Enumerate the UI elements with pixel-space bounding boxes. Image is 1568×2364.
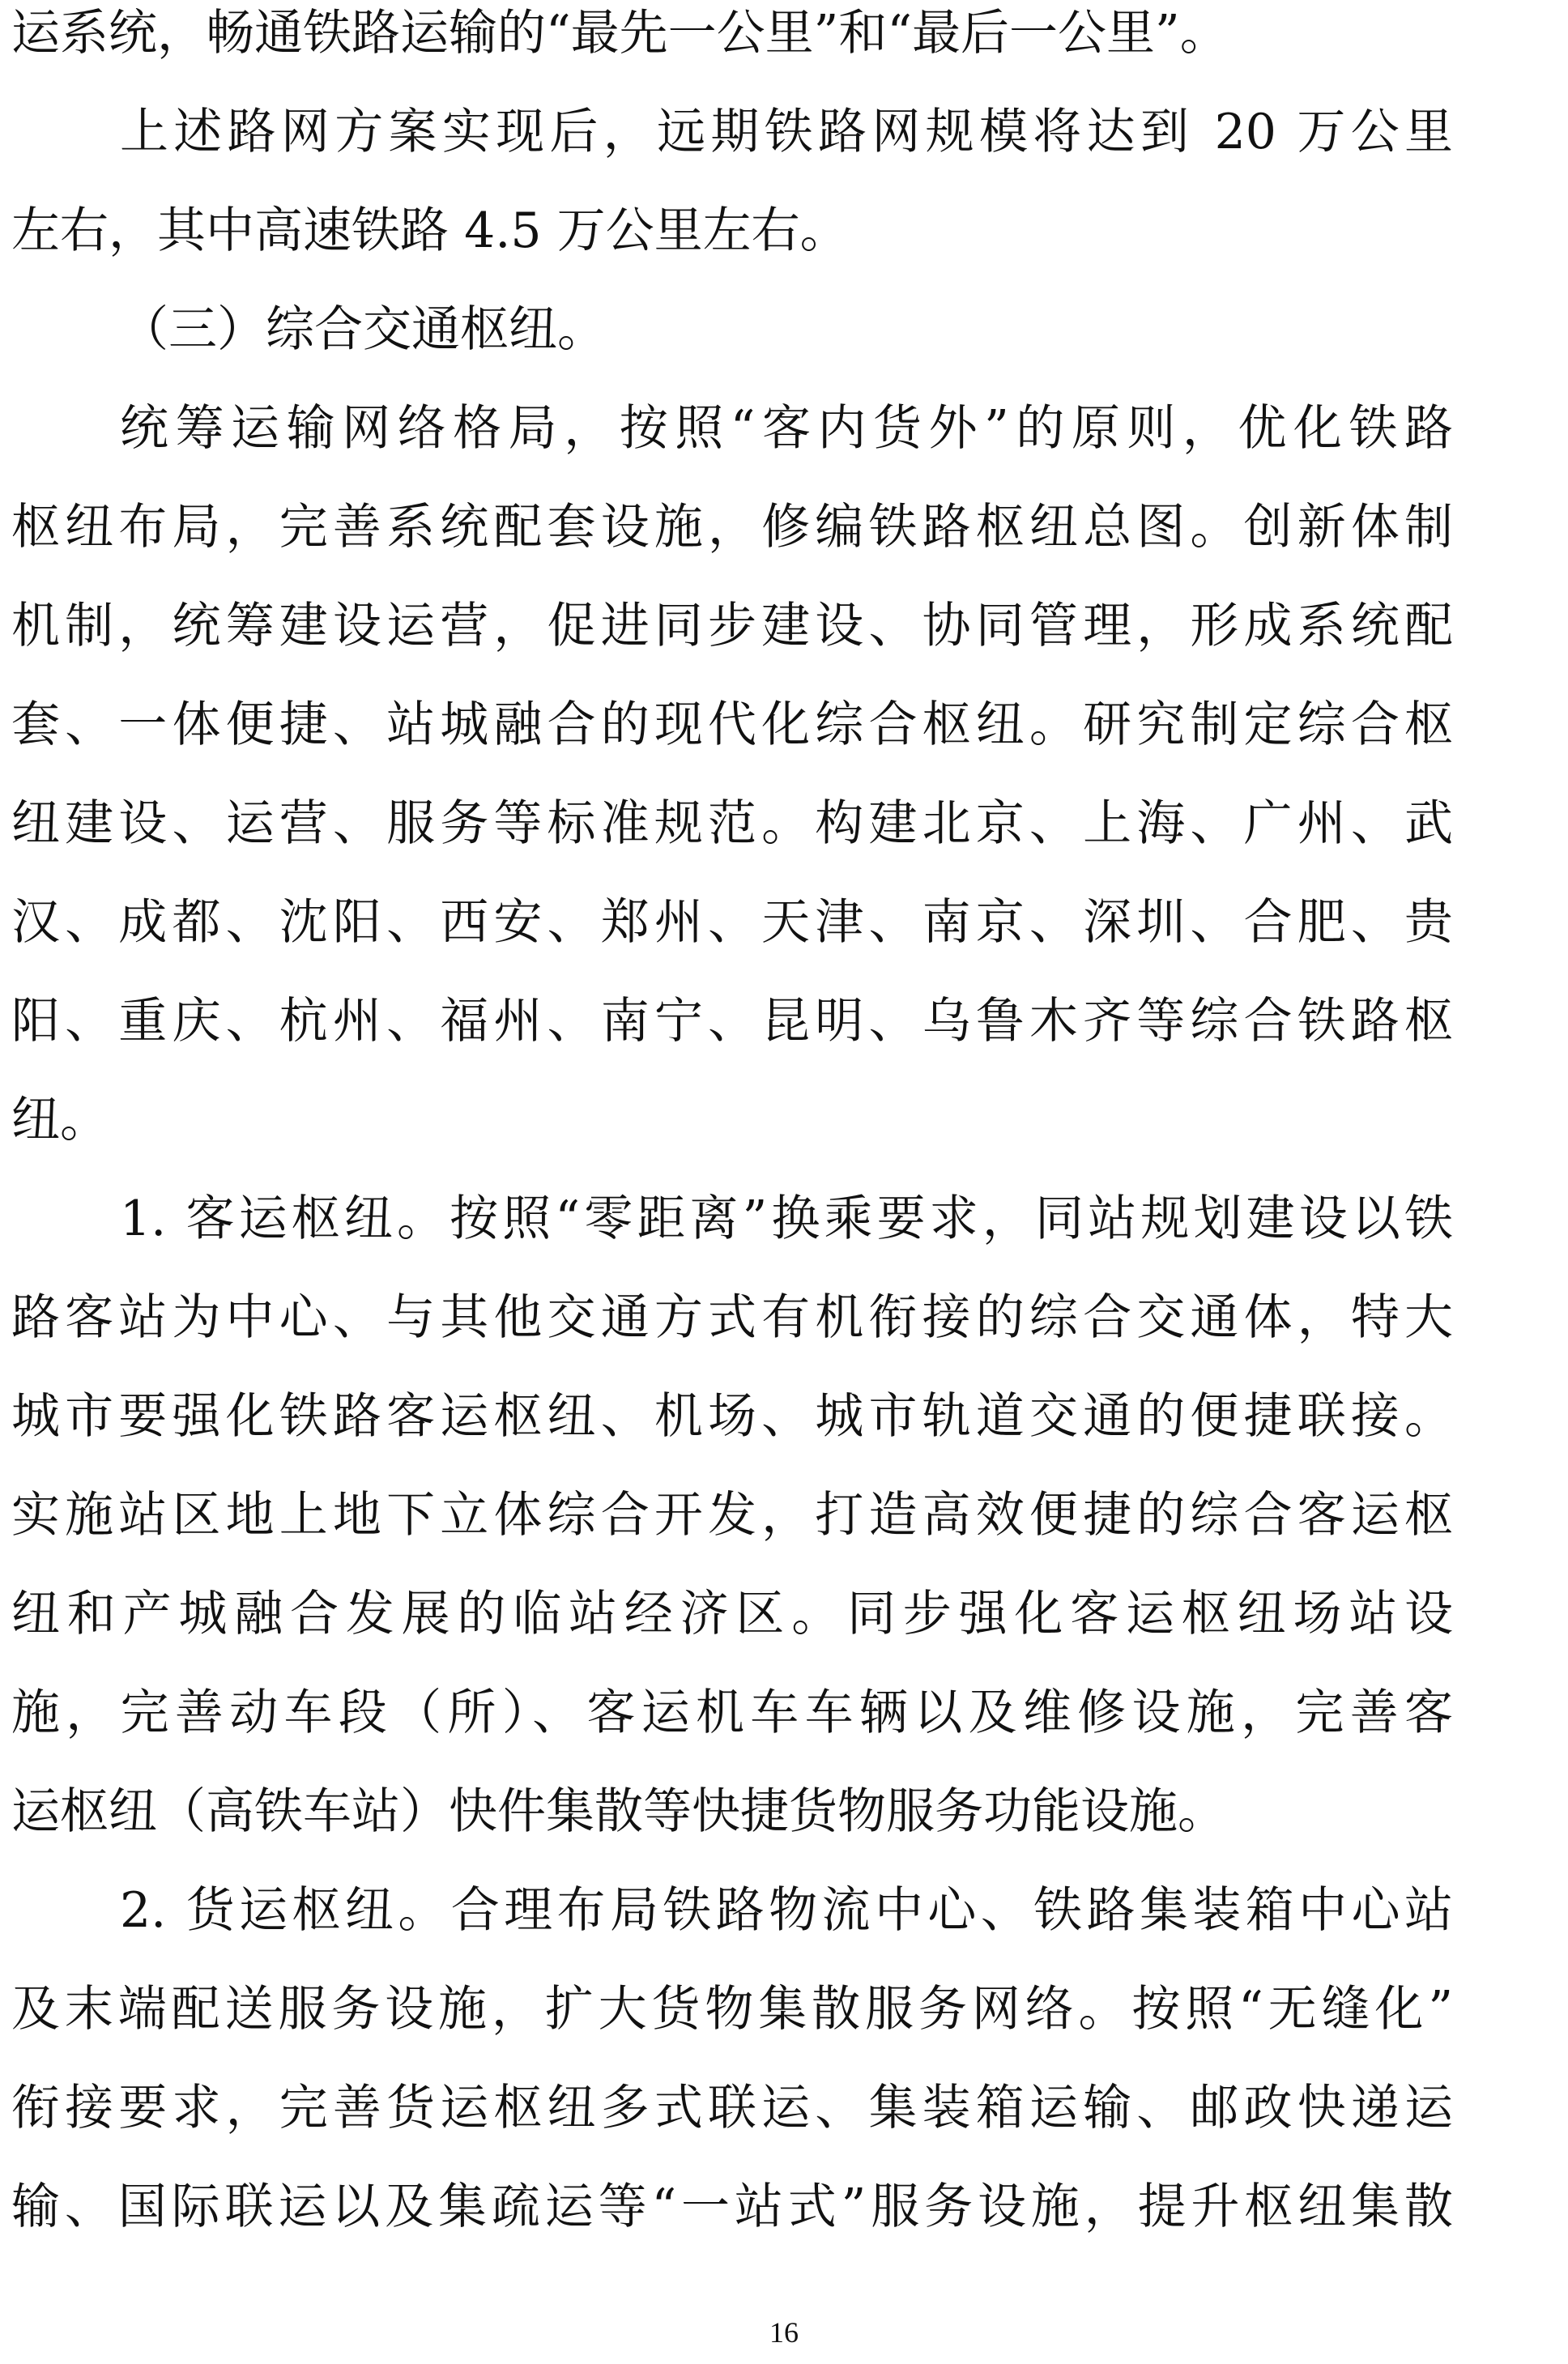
text-line: 施，完善动车段（所）、客运机车车辆以及维修设施，完善客: [11, 1685, 1453, 1741]
text-line: 汉、成都、沈阳、西安、郑州、天津、南京、深圳、合肥、贵: [11, 894, 1453, 951]
text-line: 路客站为中心、与其他交通方式有机衔接的综合交通体，特大: [11, 1289, 1453, 1346]
text-line: 统筹运输网络格局，按照“客内货外”的原则，优化铁路: [120, 400, 1453, 457]
text-line: 纽。: [11, 1092, 109, 1148]
text-line: 衔接要求，完善货运枢纽多式联运、集装箱运输、邮政快递运: [11, 2080, 1453, 2136]
text-line: 枢纽布局，完善系统配套设施，修编铁路枢纽总图。创新体制: [11, 499, 1453, 556]
text-line: 纽建设、运营、服务等标准规范。构建北京、上海、广州、武: [11, 795, 1453, 852]
section-heading: （三）综合交通枢纽。: [120, 301, 606, 358]
text-line: 套、一体便捷、站城融合的现代化综合枢纽。研究制定综合枢: [11, 696, 1453, 753]
text-line: 阳、重庆、杭州、福州、南宁、昆明、乌鲁木齐等综合铁路枢: [11, 993, 1453, 1050]
text-line: 2. 货运枢纽。合理布局铁路物流中心、铁路集装箱中心站: [120, 1882, 1453, 1939]
text-line: 左右，其中高速铁路 4.5 万公里左右。: [11, 202, 849, 259]
text-line: 机制，统筹建设运营，促进同步建设、协同管理，形成系统配: [11, 598, 1453, 654]
page-number: 16: [769, 2316, 799, 2349]
text-line: 运枢纽（高铁车站）快件集散等快捷货物服务功能设施。: [11, 1783, 1226, 1840]
text-line: 运系统，畅通铁路运输的“最先一公里”和“最后一公里”。: [11, 5, 1229, 62]
text-line: 1. 客运枢纽。按照“零距离”换乘要求，同站规划建设以铁: [120, 1191, 1453, 1247]
text-line: 输、国际联运以及集疏运等“一站式”服务设施，提升枢纽集散: [11, 2179, 1453, 2235]
text-line: 上述路网方案实现后，远期铁路网规模将达到 20 万公里: [120, 104, 1453, 160]
text-line: 及末端配送服务设施，扩大货物集散服务网络。按照“无缝化”: [11, 1981, 1453, 2038]
text-line: 城市要强化铁路客运枢纽、机场、城市轨道交通的便捷联接。: [11, 1388, 1453, 1445]
text-line: 实施站区地上地下立体综合开发，打造高效便捷的综合客运枢: [11, 1487, 1453, 1544]
text-line: 纽和产城融合发展的临站经济区。同步强化客运枢纽场站设: [11, 1586, 1453, 1642]
